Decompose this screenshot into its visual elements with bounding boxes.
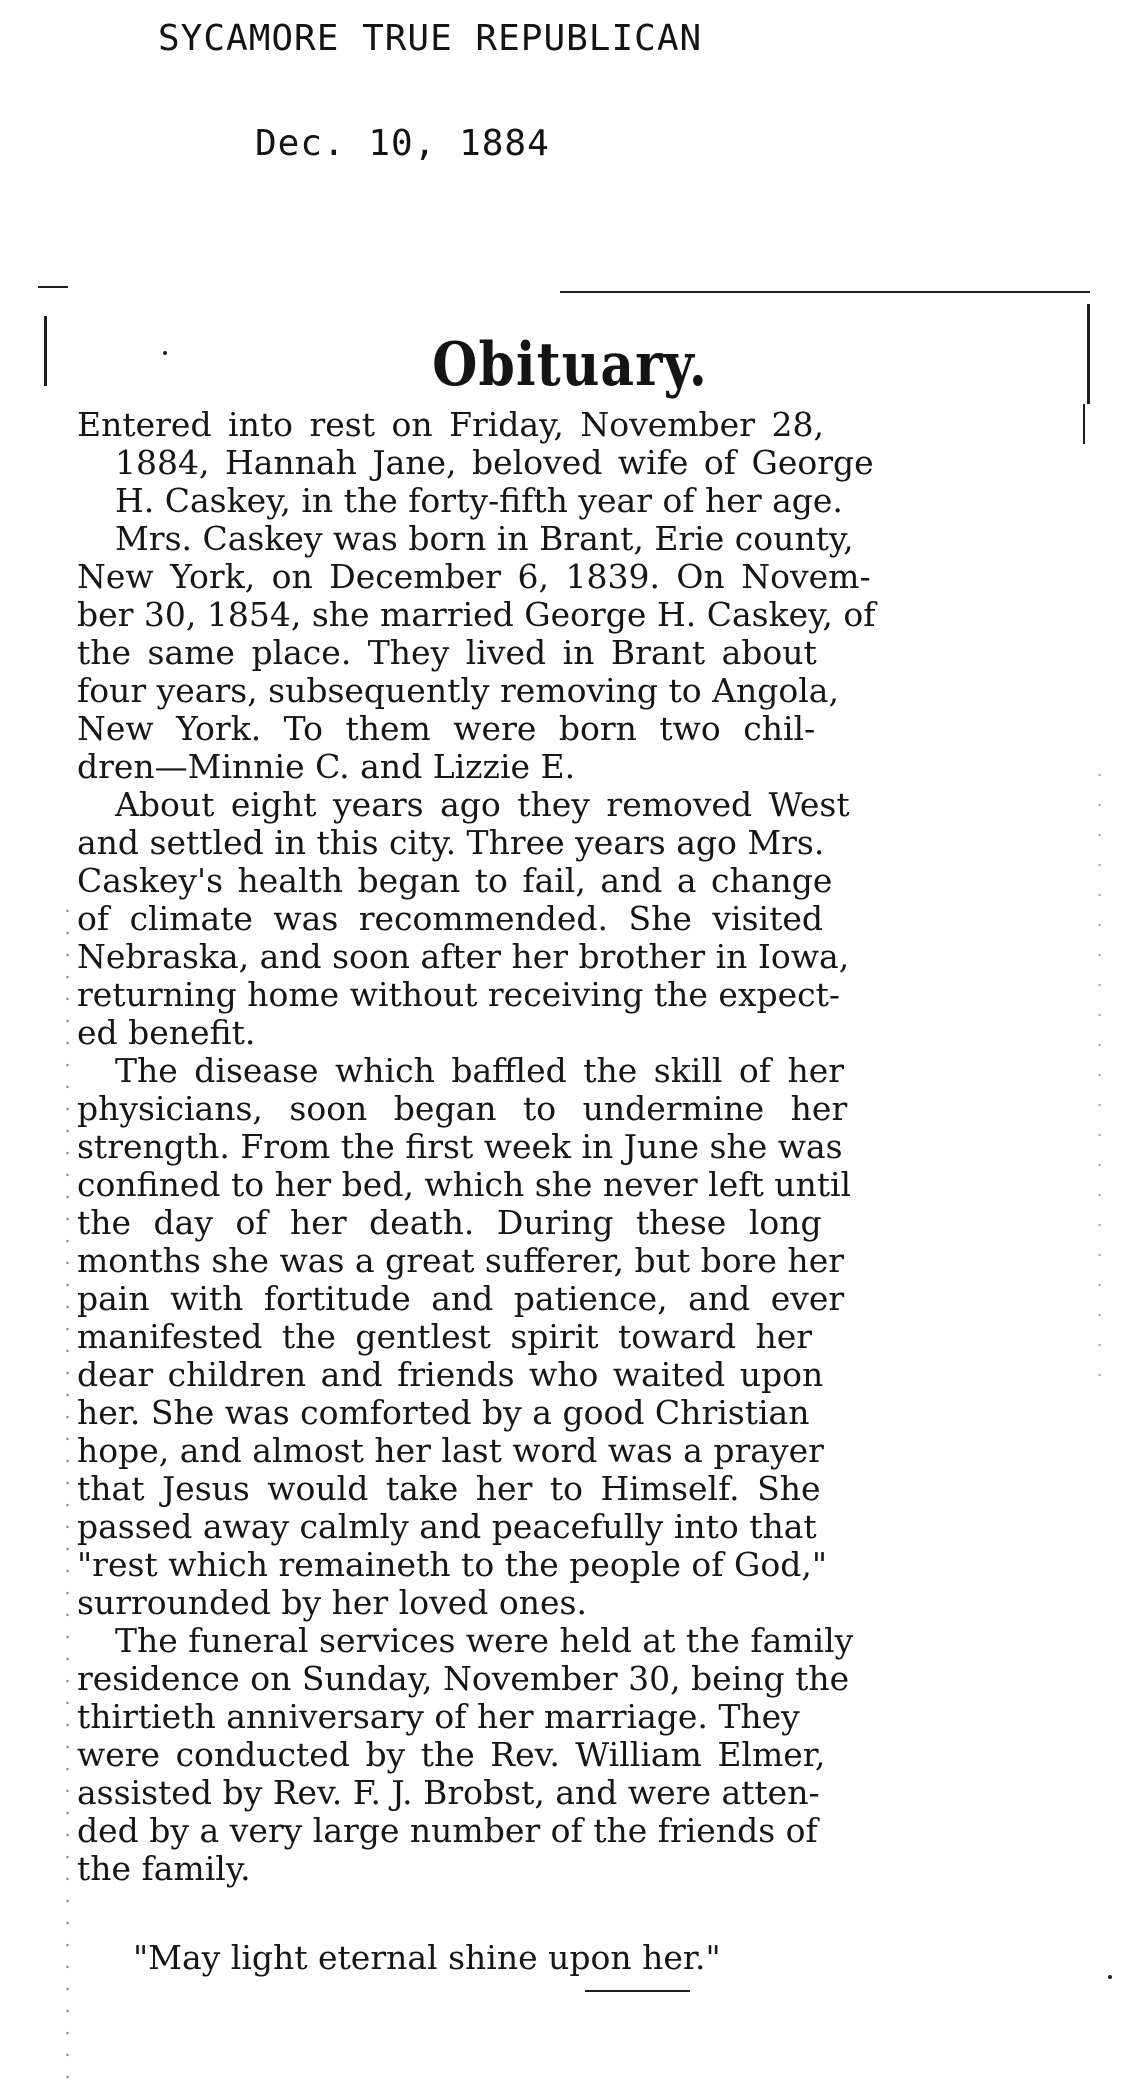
clipping-edge-left [66,900,69,2090]
clipping-edge-right [1098,760,1101,1380]
body-line: About eight years ago they removed West [115,785,850,824]
body-line: New York. To them were born two chil- [77,709,816,748]
body-line: The funeral services were held at the family [115,1621,854,1660]
body-line: Mrs. Caskey was born in Brant, Erie county, [115,519,854,558]
body-line: of climate was recommended. She visited [77,899,824,938]
clipping-border-right-lower [1083,404,1085,444]
closing-verse: "May light eternal shine upon her." [133,1938,721,1977]
body-line: 1884, Hannah Jane, beloved wife of George [115,443,874,482]
closing-rule [585,1990,690,1992]
body-line: Entered into rest on Friday, November 28, [77,405,824,444]
body-line: passed away calmly and peacefully into that [77,1507,817,1546]
newspaper-name: SYCAMORE TRUE REPUBLICAN [158,18,703,59]
body-line: dear children and friends who waited upon [77,1355,824,1394]
body-line: "rest which remaineth to the people of God," [77,1545,828,1584]
body-line: thirtieth anniversary of her marriage. They [77,1697,800,1736]
body-line: ed benefit. [77,1013,256,1052]
obituary-title: Obituary. [432,330,708,401]
clipping-border-left [44,316,47,386]
body-line: hope, and almost her last word was a prayer [77,1431,824,1470]
body-line: residence on Sunday, November 30, being the [77,1659,850,1698]
body-line: Caskey's health began to fail, and a change [77,861,833,900]
body-line: confined to her bed, which she never left until [77,1165,852,1204]
body-line: Nebraska, and soon after her brother in Iowa, [77,937,850,976]
body-line: four years, subsequently removing to Angola, [77,671,839,710]
body-line: The disease which baffled the skill of her [115,1051,845,1090]
body-line: H. Caskey, in the forty-fifth year of her age. [115,481,843,520]
clipping-border-top-right [560,291,1090,293]
body-line: her. She was comforted by a good Christian [77,1393,810,1432]
clipping-border-right [1087,304,1090,404]
body-line: the family. [77,1849,251,1888]
print-speck [1108,1975,1112,1979]
body-line: New York, on December 6, 1839. On Novem- [77,557,871,596]
body-line: pain with fortitude and patience, and ever [77,1279,845,1318]
body-line: that Jesus would take her to Himself. She [77,1469,821,1508]
body-line: manifested the gentlest spirit toward her [77,1317,813,1356]
body-line: the day of her death. During these long [77,1203,822,1242]
body-line: surrounded by her loved ones. [77,1583,587,1622]
clipping-border-top-left [38,286,68,288]
body-line: strength. From the first week in June she was [77,1127,843,1166]
body-line: were conducted by the Rev. William Elmer, [77,1735,826,1774]
body-line: assisted by Rev. F. J. Brobst, and were atten- [77,1773,820,1812]
body-line: ber 30, 1854, she married George H. Caskey, of [77,595,876,634]
body-line: the same place. They lived in Brant about [77,633,817,672]
body-line: physicians, soon began to undermine her [77,1089,848,1128]
body-line: and settled in this city. Three years ago Mrs. [77,823,825,862]
body-line: months she was a great sufferer, but bore her [77,1241,844,1280]
print-speck [163,351,167,355]
publication-date: Dec. 10, 1884 [255,123,550,164]
body-line: returning home without receiving the expect- [77,975,841,1014]
body-line: dren—Minnie C. and Lizzie E. [77,747,576,786]
body-line: ded by a very large number of the friends of [77,1811,818,1850]
